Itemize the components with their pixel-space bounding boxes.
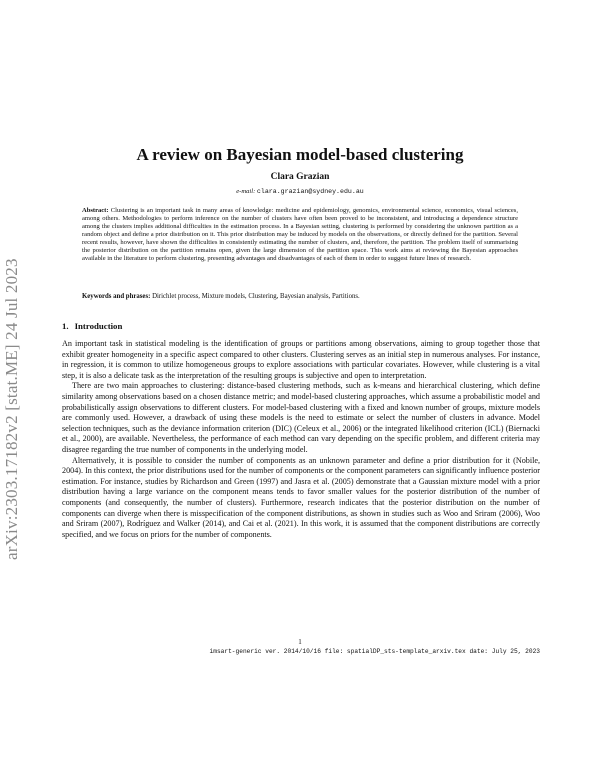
- section-number: 1.: [62, 321, 69, 331]
- paragraph: There are two main approaches to clustering: distance-based clustering methods, such as k-means and hierarchical clustering, which define similarity among observations based on a chosen distance metric; and model-based clustering approaches, which assume a probabilistic model and probabilistically assign observations to different clusters. For model-based clustering with a fixed and known number of groups, mixture models are commonly used. However, a drawback of using these models is the need to estimate or select the number of clusters in advance. Model selection techniques, such as the deviance information criterion (DIC) (Celeux et al., 2006) or the integrated likelihood criterion (ICL) (Biernacki et al., 2000), are available. Nevertheless, the performance of each method can vary depending on the specific problem, and different criteria may disagree regarding the true number of components in the underlying model.: [62, 381, 540, 454]
- author-email: [60, 188, 540, 195]
- author-name: Clara Grazian: [270, 172, 330, 182]
- abstract: [82, 207, 518, 263]
- email-label: e-mail:: [236, 188, 256, 195]
- paragraph: An important task in statistical modeling is the identification of groups or partitions among observations, aiming to group together those that exhibit greater homogeneity in a specific aspect compared to other clusters. Clustering serves as an initial step in numerous analyses. For instance, in regression, it is common to utilize homogeneous groups to explore associations with particular covariates. However, while clustering is a vital step, it is also a delicate task as the interpretation of the resulting groups is subjective and open to interpretation.: [62, 339, 540, 380]
- arxiv-identifier: arXiv:2303.17182v2 [stat.ME] 24 Jul 2023: [2, 258, 21, 560]
- keywords-label: Keywords and phrases:: [82, 293, 151, 300]
- paragraph: Alternatively, it is possible to consider the number of components as an unknown parameter and define a prior distribution for it (Nobile, 2004). In this context, the prior distributions used for the number of components or the component parameters can significantly influence posterior estimation. For instance, studies by Richardson and Green (1997) and Jasra et al. (2005) demonstrate that a Gaussian mixture model with a prior distribution having a large variance on the component means tends to favor smaller values for the posterior distribution of the number of components (and consequently, the number of clusters). Furthermore, research indicates that the posterior distribution on the number of components can diverge when there is misspecification of the component distributions, as shown in studies such as Woo and Sriram (2006), Woo and Sriram (2007), Rodríguez and Walker (2014), and Cai et al. (2021). In this work, it is assumed that the component distributions are correctly specified, and we focus on priors for the number of components.: [62, 455, 540, 539]
- body-text: [62, 339, 540, 540]
- section-heading: [62, 321, 122, 331]
- keywords-text: Dirichlet process, Mixture models, Clustering, Bayesian analysis, Partitions.: [152, 293, 360, 300]
- keywords: [82, 293, 518, 301]
- page-footer: imsart-generic ver. 2014/10/16 file: spatialDP_sts-template_arxiv.tex date: July 25, 2023: [209, 648, 540, 655]
- section-title: Introduction: [74, 321, 123, 331]
- abstract-label: Abstract:: [82, 207, 109, 214]
- page-number: 1: [298, 638, 302, 646]
- abstract-text: Clustering is an important task in many areas of knowledge: medicine and epidemiology, genomics, environmental science, economics, visual sciences, among others. Methodologies to perform inference on the number of clusters have often been proved to be inconsistent, and introducing a dependence structure among the clusters implies additional difficulties in the estimation process. In a Bayesian setting, clustering is performed by considering the unknown partition as a random object and define a prior distribution on it. This prior distribution may be induced by models on the observations, or directly defined for the partition. Several recent results, however, have shown the difficulties in consistently estimating the number of clusters, and, therefore, the partition. The problem itself of summarising the posterior distribution on the partition remains open, given the large dimension of the partition space. This work aims at reviewing the Bayesian approaches available in the literature to perform clustering, presenting advantages and disadvantages of each of them in order to suggest future lines of research.: [82, 207, 518, 262]
- paper-title: A review on Bayesian model-based clustering: [136, 145, 464, 164]
- email-address[interactable]: clara.grazian@sydney.edu.au: [256, 188, 364, 195]
